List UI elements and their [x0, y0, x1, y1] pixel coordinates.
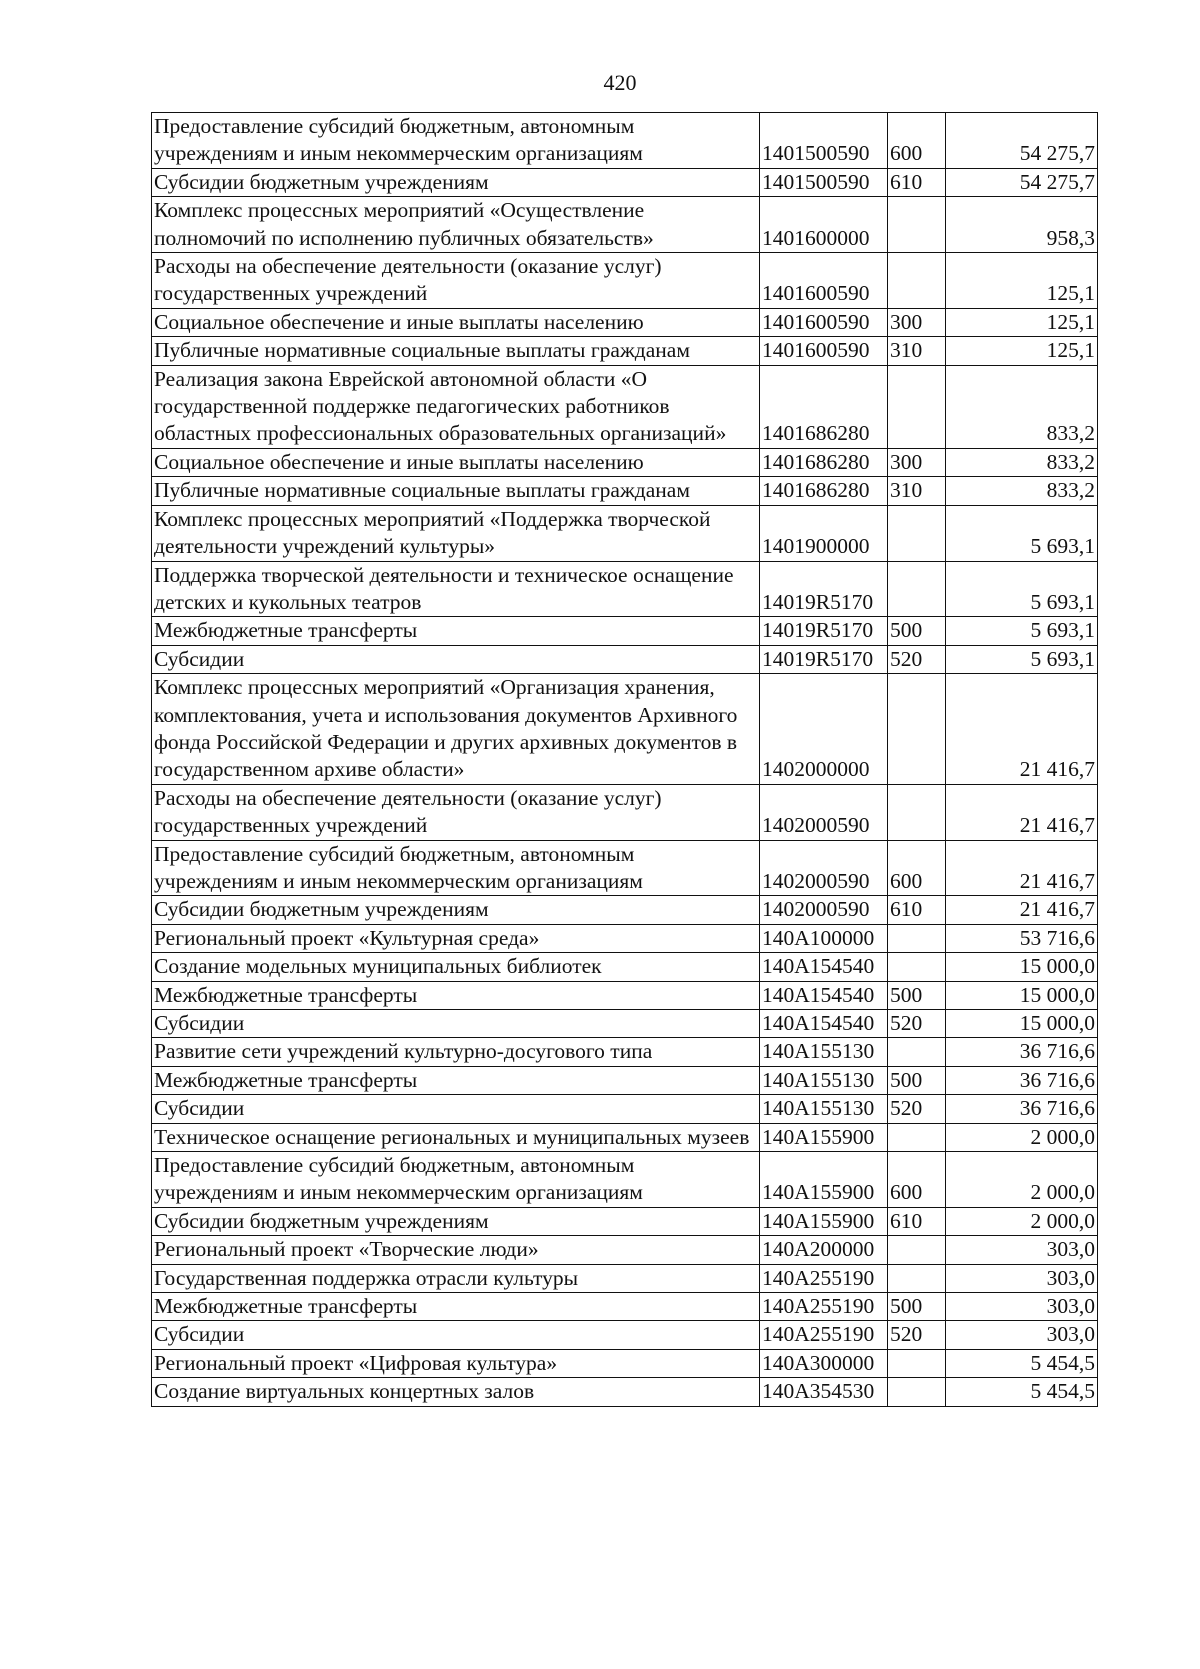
page-number: 420 — [603, 70, 637, 95]
table-row — [152, 1207, 1098, 1235]
row-type-cell — [888, 953, 946, 981]
row-sum-cell: 54 275,7 — [946, 168, 1098, 196]
row-type-cell — [888, 253, 946, 309]
table-row — [152, 1321, 1098, 1349]
row-code-cell: 140А155900 — [760, 1207, 888, 1235]
row-sum-cell: 5 693,1 — [946, 645, 1098, 673]
row-type-cell: 500 — [888, 1293, 946, 1321]
row-type-cell — [888, 365, 946, 448]
row-code-cell: 1401600590 — [760, 337, 888, 365]
row-sum-cell: 303,0 — [946, 1321, 1098, 1349]
row-type-cell: 610 — [888, 896, 946, 924]
table-row — [152, 197, 1098, 253]
row-type-cell: 300 — [888, 448, 946, 476]
row-code-cell: 14019R5170 — [760, 561, 888, 617]
row-type-cell — [888, 1123, 946, 1151]
row-code-cell: 140А155130 — [760, 1038, 888, 1066]
table-row — [152, 1264, 1098, 1292]
row-sum-cell: 36 716,6 — [946, 1066, 1098, 1094]
row-type-cell: 600 — [888, 840, 946, 896]
table-row — [152, 308, 1098, 336]
table-row — [152, 1038, 1098, 1066]
row-code-cell: 1401600000 — [760, 197, 888, 253]
row-type-cell: 520 — [888, 1010, 946, 1038]
row-type-cell — [888, 561, 946, 617]
row-name-cell: Субсидии бюджетным учреждениям — [152, 168, 760, 196]
row-code-cell: 14019R5170 — [760, 645, 888, 673]
row-type-cell: 500 — [888, 1066, 946, 1094]
row-type-cell: 600 — [888, 113, 946, 169]
row-sum-cell: 958,3 — [946, 197, 1098, 253]
row-sum-cell: 5 454,5 — [946, 1349, 1098, 1377]
table-row — [152, 337, 1098, 365]
row-type-cell: 500 — [888, 981, 946, 1009]
row-type-cell — [888, 1349, 946, 1377]
row-name-cell: Техническое оснащение региональных и муниципальных музеев — [152, 1123, 760, 1151]
row-sum-cell: 5 693,1 — [946, 505, 1098, 561]
row-sum-cell: 21 416,7 — [946, 784, 1098, 840]
row-sum-cell: 36 716,6 — [946, 1095, 1098, 1123]
row-sum-cell: 21 416,7 — [946, 840, 1098, 896]
row-name-cell: Субсидии — [152, 1321, 760, 1349]
row-type-cell — [888, 924, 946, 952]
table-row — [152, 448, 1098, 476]
row-sum-cell: 2 000,0 — [946, 1152, 1098, 1208]
row-code-cell: 14019R5170 — [760, 617, 888, 645]
row-code-cell: 140А300000 — [760, 1349, 888, 1377]
row-type-cell: 610 — [888, 1207, 946, 1235]
table-row — [152, 981, 1098, 1009]
row-code-cell: 1401686280 — [760, 477, 888, 505]
table-row — [152, 1236, 1098, 1264]
row-name-cell: Межбюджетные трансферты — [152, 981, 760, 1009]
row-type-cell: 520 — [888, 1321, 946, 1349]
row-name-cell: Региональный проект «Творческие люди» — [152, 1236, 760, 1264]
row-name-cell: Предоставление субсидий бюджетным, автономным учреждениям и иным некоммерческим организациям — [152, 840, 760, 896]
table-row — [152, 168, 1098, 196]
row-code-cell: 140А154540 — [760, 981, 888, 1009]
row-name-cell: Расходы на обеспечение деятельности (оказание услуг) государственных учреждений — [152, 253, 760, 309]
row-name-cell: Субсидии — [152, 645, 760, 673]
table-row — [152, 1010, 1098, 1038]
row-sum-cell: 833,2 — [946, 477, 1098, 505]
table-row — [152, 784, 1098, 840]
row-code-cell: 1401900000 — [760, 505, 888, 561]
row-code-cell: 140А155900 — [760, 1123, 888, 1151]
row-code-cell: 1402000000 — [760, 674, 888, 785]
row-name-cell: Расходы на обеспечение деятельности (оказание услуг) государственных учреждений — [152, 784, 760, 840]
row-type-cell: 520 — [888, 645, 946, 673]
table-row — [152, 1123, 1098, 1151]
row-name-cell: Субсидии бюджетным учреждениям — [152, 896, 760, 924]
row-code-cell: 1402000590 — [760, 896, 888, 924]
row-name-cell: Субсидии — [152, 1010, 760, 1038]
row-name-cell: Комплекс процессных мероприятий «Поддержка творческой деятельности учреждений культуры» — [152, 505, 760, 561]
row-code-cell: 140А255190 — [760, 1293, 888, 1321]
row-name-cell: Публичные нормативные социальные выплаты гражданам — [152, 477, 760, 505]
row-type-cell: 500 — [888, 617, 946, 645]
table-row — [152, 1293, 1098, 1321]
row-sum-cell: 303,0 — [946, 1236, 1098, 1264]
row-code-cell: 1401500590 — [760, 113, 888, 169]
row-name-cell: Поддержка творческой деятельности и техническое оснащение детских и кукольных театров — [152, 561, 760, 617]
row-name-cell: Предоставление субсидий бюджетным, автономным учреждениям и иным некоммерческим организациям — [152, 1152, 760, 1208]
table-row — [152, 477, 1098, 505]
row-name-cell: Субсидии бюджетным учреждениям — [152, 1207, 760, 1235]
row-sum-cell: 5 693,1 — [946, 617, 1098, 645]
row-name-cell: Межбюджетные трансферты — [152, 1066, 760, 1094]
row-name-cell: Региональный проект «Цифровая культура» — [152, 1349, 760, 1377]
row-type-cell: 300 — [888, 308, 946, 336]
row-name-cell: Социальное обеспечение и иные выплаты населению — [152, 448, 760, 476]
row-sum-cell: 53 716,6 — [946, 924, 1098, 952]
row-sum-cell: 2 000,0 — [946, 1123, 1098, 1151]
table-row — [152, 1378, 1098, 1406]
row-type-cell — [888, 674, 946, 785]
row-sum-cell: 303,0 — [946, 1293, 1098, 1321]
row-name-cell: Субсидии — [152, 1095, 760, 1123]
table-row — [152, 113, 1098, 169]
table-row — [152, 953, 1098, 981]
row-sum-cell: 5 454,5 — [946, 1378, 1098, 1406]
row-code-cell: 140А155130 — [760, 1066, 888, 1094]
row-sum-cell: 833,2 — [946, 365, 1098, 448]
table-row — [152, 924, 1098, 952]
row-name-cell: Развитие сети учреждений культурно-досугового типа — [152, 1038, 760, 1066]
row-code-cell: 140А354530 — [760, 1378, 888, 1406]
row-name-cell: Публичные нормативные социальные выплаты гражданам — [152, 337, 760, 365]
row-code-cell: 140А100000 — [760, 924, 888, 952]
row-type-cell — [888, 1378, 946, 1406]
row-code-cell: 1401686280 — [760, 448, 888, 476]
row-type-cell — [888, 1236, 946, 1264]
row-type-cell: 610 — [888, 168, 946, 196]
row-code-cell: 1402000590 — [760, 784, 888, 840]
row-code-cell: 1401600590 — [760, 308, 888, 336]
row-code-cell: 140А155900 — [760, 1152, 888, 1208]
row-code-cell: 1401600590 — [760, 253, 888, 309]
row-code-cell: 140А154540 — [760, 953, 888, 981]
row-name-cell: Комплекс процессных мероприятий «Осуществление полномочий по исполнению публичных обязательств» — [152, 197, 760, 253]
row-type-cell: 310 — [888, 337, 946, 365]
row-code-cell: 140А255190 — [760, 1321, 888, 1349]
row-sum-cell: 54 275,7 — [946, 113, 1098, 169]
row-type-cell — [888, 505, 946, 561]
row-type-cell: 600 — [888, 1152, 946, 1208]
row-name-cell: Создание виртуальных концертных залов — [152, 1378, 760, 1406]
row-name-cell: Социальное обеспечение и иные выплаты населению — [152, 308, 760, 336]
table-row — [152, 674, 1098, 785]
row-sum-cell: 5 693,1 — [946, 561, 1098, 617]
table-row — [152, 1066, 1098, 1094]
table-row — [152, 617, 1098, 645]
table-row — [152, 505, 1098, 561]
row-sum-cell: 2 000,0 — [946, 1207, 1098, 1235]
row-sum-cell: 833,2 — [946, 448, 1098, 476]
row-code-cell: 140А154540 — [760, 1010, 888, 1038]
budget-table-body — [152, 113, 1098, 1407]
row-sum-cell: 303,0 — [946, 1264, 1098, 1292]
row-code-cell: 140А255190 — [760, 1264, 888, 1292]
table-row — [152, 365, 1098, 448]
table-row — [152, 253, 1098, 309]
table-row — [152, 1095, 1098, 1123]
row-type-cell: 520 — [888, 1095, 946, 1123]
row-sum-cell: 125,1 — [946, 308, 1098, 336]
table-row — [152, 561, 1098, 617]
table-row — [152, 840, 1098, 896]
row-type-cell: 310 — [888, 477, 946, 505]
row-sum-cell: 21 416,7 — [946, 896, 1098, 924]
table-row — [152, 1152, 1098, 1208]
row-sum-cell: 125,1 — [946, 253, 1098, 309]
row-name-cell: Межбюджетные трансферты — [152, 617, 760, 645]
row-sum-cell: 15 000,0 — [946, 953, 1098, 981]
row-sum-cell: 125,1 — [946, 337, 1098, 365]
table-row — [152, 645, 1098, 673]
row-code-cell: 140А200000 — [760, 1236, 888, 1264]
row-sum-cell: 21 416,7 — [946, 674, 1098, 785]
table-row — [152, 1349, 1098, 1377]
row-type-cell — [888, 784, 946, 840]
row-name-cell: Межбюджетные трансферты — [152, 1293, 760, 1321]
row-sum-cell: 15 000,0 — [946, 1010, 1098, 1038]
row-code-cell: 1401500590 — [760, 168, 888, 196]
row-sum-cell: 15 000,0 — [946, 981, 1098, 1009]
table-row — [152, 896, 1098, 924]
row-name-cell: Создание модельных муниципальных библиотек — [152, 953, 760, 981]
row-type-cell — [888, 1264, 946, 1292]
row-name-cell: Государственная поддержка отрасли культуры — [152, 1264, 760, 1292]
row-code-cell: 1402000590 — [760, 840, 888, 896]
row-name-cell: Региональный проект «Культурная среда» — [152, 924, 760, 952]
row-sum-cell: 36 716,6 — [946, 1038, 1098, 1066]
row-name-cell: Предоставление субсидий бюджетным, автономным учреждениям и иным некоммерческим организациям — [152, 113, 760, 169]
row-code-cell: 1401686280 — [760, 365, 888, 448]
row-type-cell — [888, 1038, 946, 1066]
budget-table — [151, 112, 1098, 1407]
row-code-cell: 140А155130 — [760, 1095, 888, 1123]
row-name-cell: Комплекс процессных мероприятий «Организация хранения, комплектования, учета и использования документов Архивного фонда Российской Федерации и других архивных документов в государственном архиве области» — [152, 674, 760, 785]
row-type-cell — [888, 197, 946, 253]
row-name-cell: Реализация закона Еврейской автономной области «О государственной поддержке педагогических работников областных профессиональных образовательных организаций» — [152, 365, 760, 448]
